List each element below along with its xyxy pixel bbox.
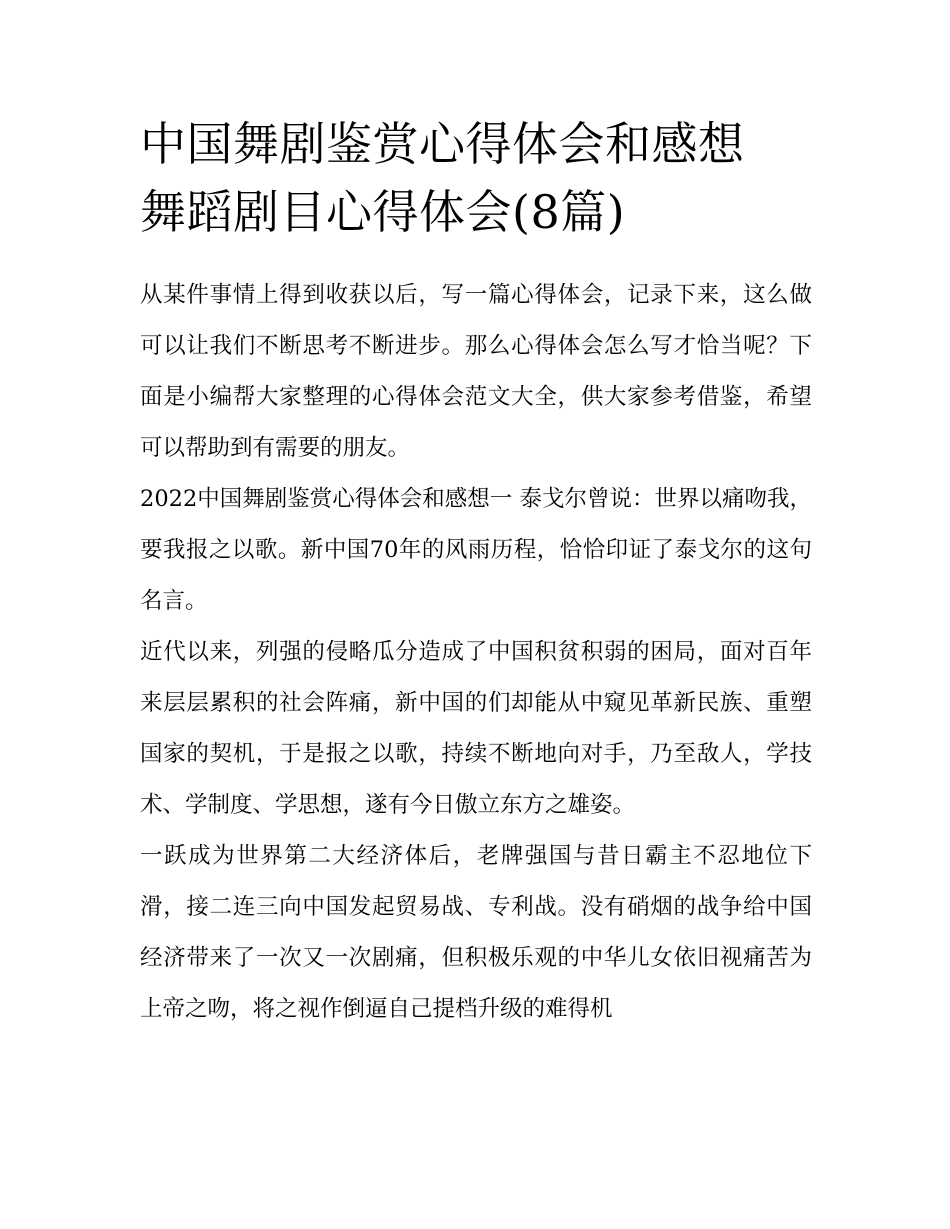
title-line-1: 中国舞剧鉴赏心得体会和感想 — [140, 117, 745, 171]
document-body — [140, 270, 820, 1035]
document-title — [140, 110, 820, 246]
paragraph-economy: 一跃成为世界第二大经济体后，老牌强国与昔日霸主不忍地位下滑，接二连三向中国发起贸易战、专利战。没有硝烟的战争给中国经济带来了一次又一次剧痛，但积极乐观的中华儿女依旧视痛苦为上帝之吻，将之视作倒逼自己提档升级的难得机 — [140, 843, 812, 1022]
title-line-2: 舞蹈剧目心得体会(8篇) — [140, 185, 626, 239]
paragraph-tagore: 2022中国舞剧鉴赏心得体会和感想一 泰戈尔曾说：世界以痛吻我，要我报之以歌。新中国70年的风雨历程，恰恰印证了泰戈尔的这句名言。 — [140, 486, 812, 614]
document-page — [140, 110, 820, 1035]
paragraph-intro: 从某件事情上得到收获以后，写一篇心得体会，记录下来，这么做可以让我们不断思考不断进步。那么心得体会怎么写才恰当呢？下面是小编帮大家整理的心得体会范文大全，供大家参考借鉴，希望可以帮助到有需要的朋友。 — [140, 282, 812, 461]
paragraph-modern-history: 近代以来，列强的侵略瓜分造成了中国积贫积弱的困局，面对百年来层层累积的社会阵痛，新中国的们却能从中窥见革新民族、重塑国家的契机，于是报之以歌，持续不断地向对手，乃至敌人，学技术、学制度、学思想，遂有今日傲立东方之雄姿。 — [140, 639, 812, 818]
